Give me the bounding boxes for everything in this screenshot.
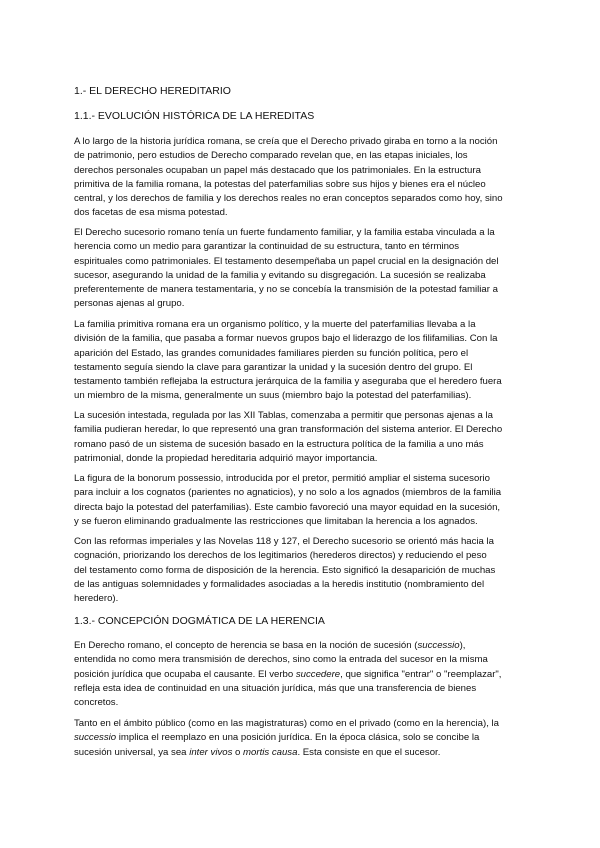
text-line: de las antiguas solemnidades y formalidades asociadas a la heredis institutio (nombramiento del (74, 578, 485, 590)
text-line: testamento también reflejaba la estructura jerárquica de la familia y aseguraba que el heredero fuera (74, 376, 502, 388)
text-run: implica el reemplazo en una posición jurídica. En la época clásica, solo se concibe la (116, 732, 480, 744)
italic-term: successio (417, 640, 460, 651)
text-line: heredero). (74, 593, 119, 605)
text-line: patrimonial, donde la propiedad hereditaria adquirió mayor importancia. (74, 452, 378, 464)
text-line: A lo largo de la historia jurídica romana, se creía que el Derecho privado giraba en torno a la noción (74, 136, 498, 147)
text-line: cognación, priorizando los derechos de los legitimarios (herederos directos) y reduciendo el peso (74, 550, 487, 562)
text-run: o (232, 746, 244, 758)
text-line: El Derecho sucesorio romano tenía un fuerte fundamento familiar, y la familia estaba vinculada a la (74, 227, 495, 238)
text-line: Con las reformas imperiales y las Novelas 118 y 127, el Derecho sucesorio se orientó más hacia la (74, 536, 495, 547)
text-line: espirituales como patrimoniales. El testamento desempeñaba un papel crucial en la designación del (74, 255, 499, 267)
text-line: división de la familia, que pasaba a formar nuevos grupos bajo el liderazgo de los filifamilias. Con la (74, 333, 498, 345)
text-line: personas ajenas al grupo. (74, 298, 185, 310)
text-run: ), (459, 640, 466, 651)
text-line (74, 731, 528, 745)
text-line: y se fueron eliminando gradualmente las restricciones que limitaban la herencia a los agnados. (74, 515, 478, 527)
text-line: un miembro de la misma, generalmente un suus (miembro bajo la potestad del paterfamilias). (74, 390, 472, 402)
text-line: refleja esta idea de continuidad en una situación jurídica, más que una transferencia de bienes (74, 682, 477, 694)
text-line: de patrimonio, pero estudios de Derecho comparado revelan que, en las etapas iniciales, los (74, 150, 468, 162)
text-line: entendida no como mera transmisión de derechos, sino como la entrada del sucesor en la misma (74, 654, 488, 666)
text-run: posición jurídica que ocupaba el causante. El verbo (74, 668, 296, 680)
paragraph-4 (74, 409, 528, 466)
paragraph-6 (74, 535, 528, 606)
text-line: La familia primitiva romana era un organismo político, y la muerte del paterfamilias llevaba a la (74, 319, 476, 330)
text-line: sucesor, asegurando la unidad de la familia y evitando su disgregación. La sucesión se realizaba (74, 269, 486, 281)
text-line: del testamento como forma de disposición de la herencia. Esto significó la desaparición de muchas (74, 564, 496, 576)
paragraph-2 (74, 226, 528, 312)
text-line: testamento seguía siendo la clave para garantizar la unidad y la sucesión dentro del grupo. El (74, 361, 473, 373)
heading-concepcion-dogmatica: 1.3.- CONCEPCIÓN DOGMÁTICA DE LA HERENCIA (74, 615, 325, 627)
italic-term: mortis causa (243, 746, 298, 758)
text-line: preferentemente de manera testamentaria, y no se concebía la transmisión de la potestad familiar a (74, 284, 498, 296)
text-line: derechos personales ocupaban un papel más destacado que los patrimoniales. En la estructura (74, 164, 481, 176)
text-line: La figura de la bonorum possessio, introducida por el pretor, permitió ampliar el sistema sucesorio (74, 473, 490, 484)
paragraph-7 (74, 639, 528, 710)
text-line (74, 639, 528, 653)
italic-term: successio (74, 732, 117, 744)
text-line: para incluir a los cognatos (parientes no agnaticios), y no solo a los agnados (miembros de la familia (74, 487, 502, 499)
text-line: central, y los derechos de familia y los derechos reales no eran conceptos separados como hoy, sino (74, 193, 503, 205)
text-line: La sucesión intestada, regulada por las XII Tablas, comenzaba a permitir que personas ajenas a la (74, 410, 494, 421)
text-line: concretos. (74, 697, 119, 709)
text-line: familia pudieran heredar, lo que representó una gran transformación del sistema anterior. El Derecho (74, 424, 503, 436)
heading-derecho-hereditario: 1.- EL DERECHO HEREDITARIO (74, 85, 231, 97)
paragraph-8 (74, 717, 528, 760)
text-line: aparición del Estado, las grandes comunidades familiares pierden su función política, pero el (74, 347, 469, 359)
text-line: herencia como un medio para garantizar la continuidad de su estructura, tanto en términos (74, 241, 460, 253)
heading-evolucion-historica: 1.1.- EVOLUCIÓN HISTÓRICA DE LA HEREDITAS (74, 110, 315, 122)
text-line (74, 746, 528, 760)
text-line (74, 668, 528, 682)
text-line: Tanto en el ámbito público (como en las magistraturas) como en el privado (como en la herencia), la (74, 718, 500, 729)
text-line: primitiva de la familia romana, la potestas del paterfamilias sobre sus hijos y bienes era el núcleo (74, 178, 486, 190)
paragraph-5 (74, 472, 528, 529)
text-line: directa bajo la potestad del paterfamilias). Este cambio favoreció una mayor equidad en la sucesión, (74, 501, 501, 513)
text-run: . Esta consiste en que el sucesor. (297, 746, 441, 758)
text-line: dos facetas de esa misma potestad. (74, 207, 228, 219)
italic-term: inter vivos (189, 746, 233, 758)
paragraph-3 (74, 318, 528, 404)
text-run: sucesión universal, ya sea (74, 746, 190, 758)
text-line: romano pasó de un sistema de sucesión basado en la estructura política de la familia a uno más (74, 438, 484, 450)
text-run: En Derecho romano, el concepto de herencia se basa en la noción de sucesión ( (74, 640, 418, 651)
text-run: , que significa "entrar" o "reemplazar", (340, 668, 502, 680)
paragraph-1 (74, 135, 528, 221)
italic-term: succedere (295, 668, 341, 680)
